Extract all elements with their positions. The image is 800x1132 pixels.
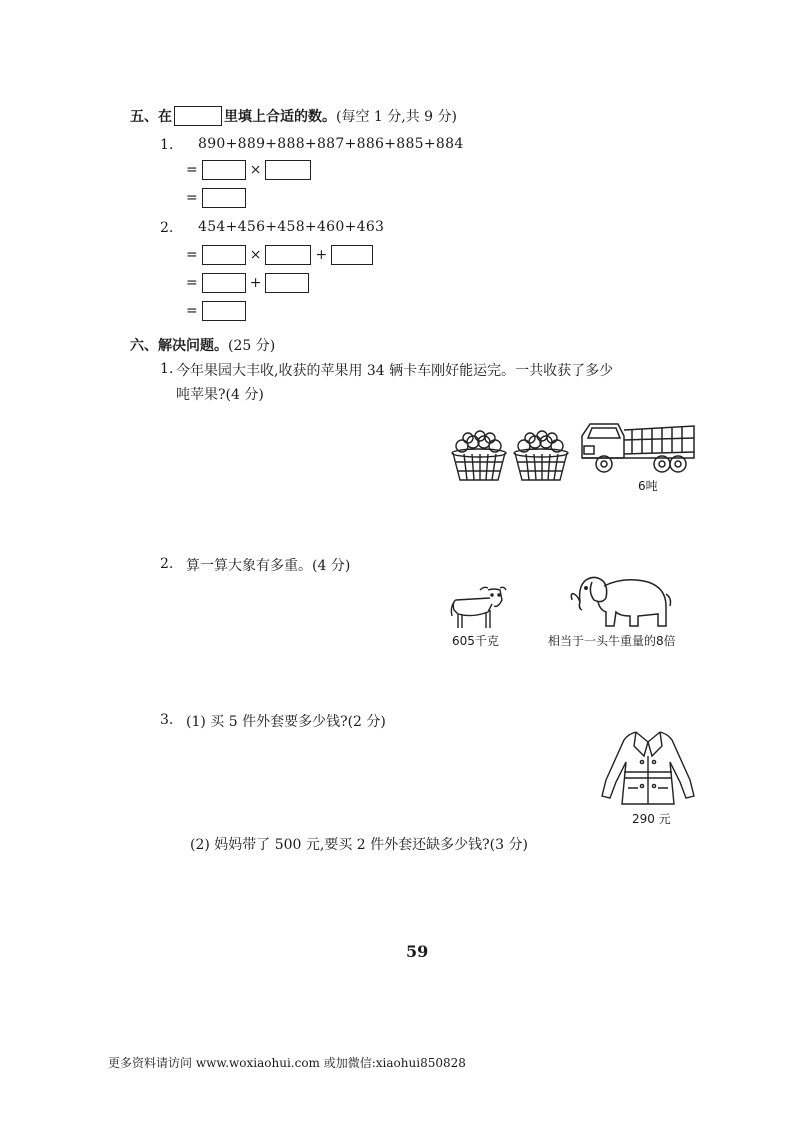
elephant-label: 相当于一头牛重量的8倍 (548, 634, 676, 648)
q2-line-3 (184, 301, 246, 321)
footer-text: 更多资料请访问 www.woxiaohui.com 或加微信:xiaohui850828 (108, 1056, 466, 1070)
coat-icon (598, 726, 698, 808)
answer-box[interactable] (265, 273, 309, 293)
q2-line-1 (184, 245, 373, 265)
q2-number: 2. (160, 220, 174, 236)
section6-heading-text: 六、解决问题。 (130, 338, 228, 354)
apple-basket-icon (512, 432, 570, 484)
times-sign: × (249, 247, 262, 263)
answer-box[interactable] (265, 245, 311, 265)
times-sign: × (249, 162, 262, 178)
q2-expression: 454+456+458+460+463 (198, 219, 385, 235)
section6-heading (130, 335, 275, 355)
equals-sign: = (186, 303, 198, 319)
s6-q1-line2: 吨苹果?(4 分) (176, 387, 264, 403)
equals-sign: = (186, 190, 198, 206)
equals-sign: = (186, 275, 198, 291)
truck-label: 6吨 (638, 479, 658, 493)
ox-icon (450, 584, 508, 630)
heading-sample-box (174, 106, 222, 126)
truck-icon (578, 418, 698, 480)
q1-line-2 (184, 188, 246, 208)
section5-heading-suffix: 里填上合适的数。 (224, 109, 336, 125)
q1-expression: 890+889+888+887+886+885+884 (198, 136, 464, 152)
s6-q2-text: 算一算大象有多重。(4 分) (186, 558, 351, 574)
ox-label: 605千克 (452, 634, 499, 648)
apple-basket-icon (450, 432, 508, 484)
elephant-icon (568, 572, 674, 630)
s6-q3-part1: (1) 买 5 件外套要多少钱?(2 分) (186, 714, 386, 730)
s6-q2-number: 2. (160, 556, 174, 572)
s6-q3-part2: (2) 妈妈带了 500 元,要买 2 件外套还缺多少钱?(3 分) (190, 837, 528, 853)
section5-heading-prefix: 五、在 (130, 109, 172, 125)
s6-q1-line1: 今年果园大丰收,收获的苹果用 34 辆卡车刚好能运完。一共收获了多少 (176, 363, 614, 379)
plus-sign: + (249, 275, 262, 291)
q2-line-2 (184, 273, 309, 293)
equals-sign: = (186, 162, 198, 178)
answer-box[interactable] (331, 245, 373, 265)
s6-q3-number: 3. (160, 712, 174, 728)
q1-number: 1. (160, 137, 174, 153)
answer-box[interactable] (202, 273, 246, 293)
section5-heading (130, 106, 457, 126)
answer-box[interactable] (265, 160, 311, 180)
answer-box[interactable] (202, 188, 246, 208)
answer-box[interactable] (202, 245, 246, 265)
equals-sign: = (186, 247, 198, 263)
s6-q1-number: 1. (160, 361, 174, 377)
coat-label: 290 元 (632, 812, 671, 826)
answer-box[interactable] (202, 160, 246, 180)
q1-line-1 (184, 160, 311, 180)
section5-heading-score: (每空 1 分,共 9 分) (336, 109, 457, 125)
page-number: 59 (406, 942, 429, 961)
answer-box[interactable] (202, 301, 246, 321)
plus-sign: + (315, 247, 328, 263)
section6-heading-score: (25 分) (228, 338, 276, 354)
